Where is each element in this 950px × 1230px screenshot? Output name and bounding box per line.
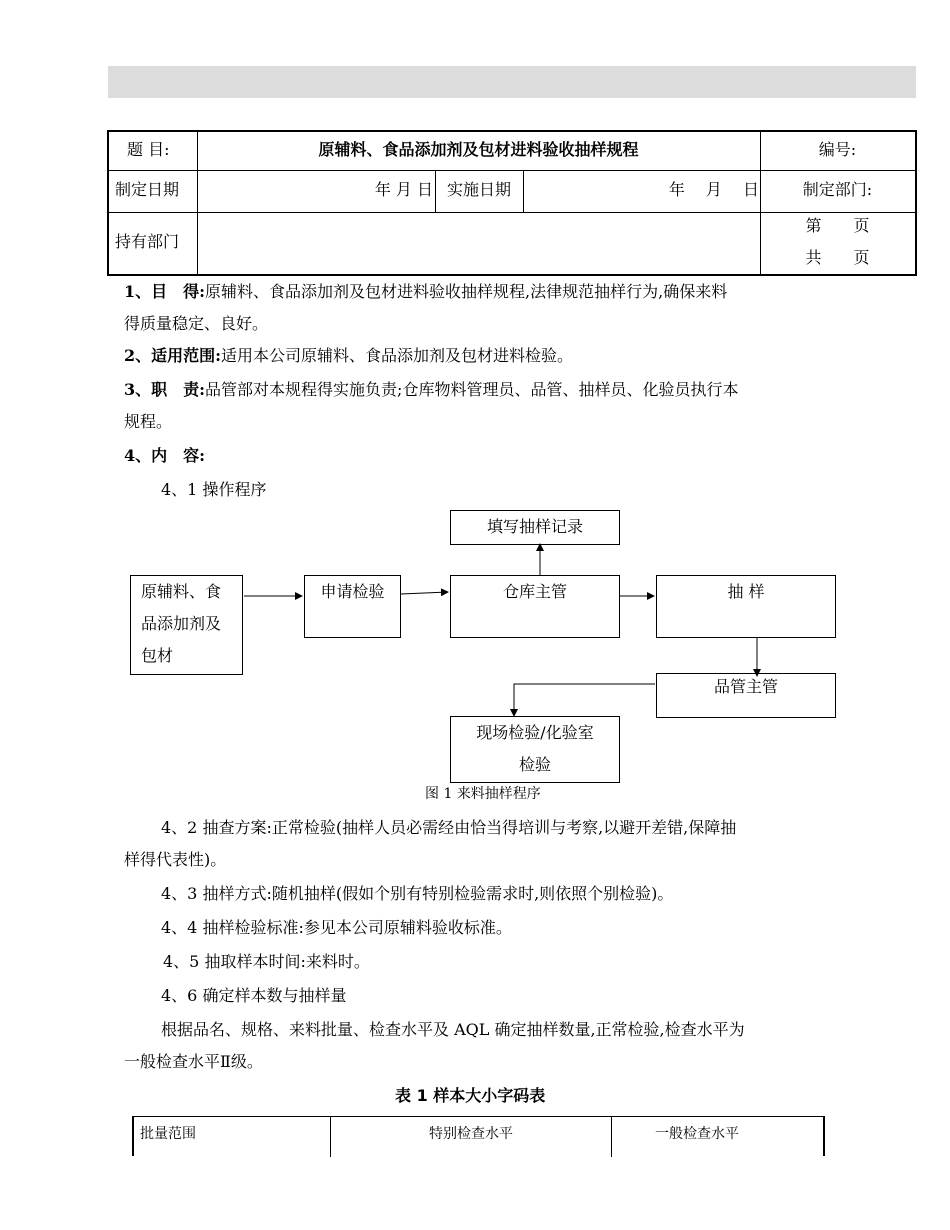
- section-4-3: 4、3 抽样方式:随机抽样(假如个别有特别检验需求时,则依照个别检验)。: [161, 884, 674, 903]
- section-2-text: 适用本公司原辅料、食品添加剂及包材进料检验。: [221, 346, 574, 365]
- section-3-heading: 3、职 责:: [124, 380, 206, 399]
- section-2-heading: 2、适用范围:: [124, 346, 222, 365]
- section-4-6: 4、6 确定样本数与抽样量: [161, 986, 347, 1005]
- flow-box-material-line-3: 包材: [141, 646, 174, 665]
- figure-caption: 图 1 来料抽样程序: [425, 786, 541, 802]
- section-4-4: 4、4 抽样检验标准:参见本公司原辅料验收标准。: [161, 918, 512, 937]
- sample-size-table: [132, 1116, 825, 1156]
- arrow-qc-to-inspection: [514, 684, 655, 716]
- section-3-text: 品管部对本规程得实施负责;仓库物料管理员、品管、抽样员、化验员执行本: [205, 380, 739, 399]
- section-3-line-2: 规程。: [124, 412, 173, 431]
- flow-box-apply: 申请检验: [304, 575, 401, 638]
- section-4-5: 4、5 抽取样本时间:来料时。: [163, 952, 370, 971]
- flow-box-material-line-2: 品添加剂及: [141, 614, 222, 633]
- total-pages-label: 共 页: [805, 248, 870, 267]
- section-1-heading: 1、目 得:: [124, 282, 206, 301]
- impl-date-label: 实施日期: [446, 180, 511, 199]
- document-title: 原辅料、食品添加剂及包材进料验收抽样规程: [318, 140, 639, 159]
- title-label: 题 目:: [127, 140, 170, 159]
- flow-box-record: 填写抽样记录: [450, 510, 620, 545]
- page-number-label: 第 页: [805, 216, 870, 235]
- make-dept-label: 制定部门:: [802, 180, 873, 199]
- table-header-batch-range: 批量范围: [140, 1126, 196, 1142]
- arrow-apply-to-warehouse: [401, 592, 448, 594]
- section-4-6-text-line-2: 一般检查水平Ⅱ级。: [124, 1052, 263, 1071]
- table-header-general-level: 一般检查水平: [655, 1126, 739, 1142]
- make-date-label: 制定日期: [115, 180, 180, 199]
- table-1-title: 表 1 样本大小字码表: [395, 1086, 546, 1105]
- number-label: 编号:: [818, 140, 857, 159]
- flow-box-inspection-line-1: 现场检验/化验室: [476, 723, 594, 742]
- make-date-value: 年 月 日: [374, 180, 433, 199]
- section-4-1: 4、1 操作程序: [161, 480, 267, 499]
- flow-box-sampling: 抽 样: [656, 575, 836, 638]
- flow-box-qc: 品管主管: [656, 673, 836, 718]
- flow-box-inspection-line-2: 检验: [518, 755, 551, 774]
- section-1-text: 原辅料、食品添加剂及包材进料验收抽样规程,法律规范抽样行为,确保来料: [205, 282, 728, 301]
- holder-dept-label: 持有部门: [115, 232, 180, 251]
- table-header-special-level: 特别检查水平: [429, 1126, 513, 1142]
- section-4-6-text-line-1: 根据品名、规格、来料批量、检查水平及 AQL 确定抽样数量,正常检验,检查水平为: [161, 1020, 745, 1039]
- section-4-heading: 4、内 容:: [124, 446, 206, 465]
- flow-box-inspection: [450, 716, 620, 783]
- impl-date-value: 年 月 日: [668, 180, 759, 199]
- flow-box-warehouse: 仓库主管: [450, 575, 620, 638]
- section-1-line-2: 得质量稳定、良好。: [124, 314, 269, 333]
- flow-box-material-line-1: 原辅料、食: [141, 582, 222, 601]
- section-4-2-line-1: 4、2 抽查方案:正常检验(抽样人员必需经由恰当得培训与考察,以避开差错,保障抽: [161, 818, 737, 837]
- flow-box-material: [130, 575, 243, 675]
- section-4-2-line-2: 样得代表性)。: [124, 850, 227, 869]
